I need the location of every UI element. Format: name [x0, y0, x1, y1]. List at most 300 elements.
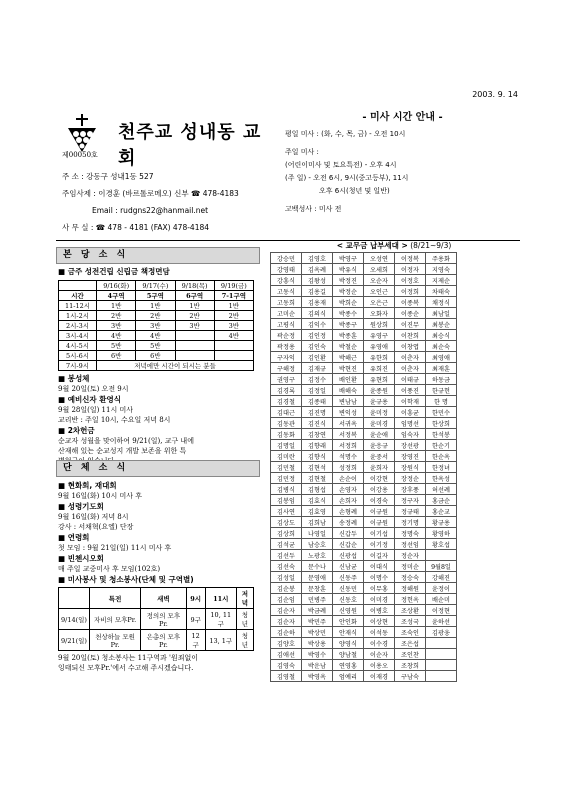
donor-name: 이찬희 [395, 330, 426, 341]
donor-name: 김석균 [271, 539, 302, 550]
mass-schedule [285, 108, 520, 230]
service-table [58, 587, 254, 651]
donor-name: 최승식 [426, 330, 457, 341]
donor-name: 김향식 [302, 451, 333, 462]
donor-name: 김봉임 [271, 495, 302, 506]
donor-name: 하동금 [426, 374, 457, 385]
donor-name: 고동식 [271, 286, 302, 297]
donor-name: 이재경 [364, 671, 395, 682]
schedule-cell: 4반 [214, 331, 253, 341]
donor-name: 정헌옥 [395, 594, 426, 605]
schedule-cell: 4반 [136, 331, 175, 341]
schedule-cell [59, 281, 97, 291]
donor-name [426, 550, 457, 561]
schedule-row [59, 321, 254, 331]
donor-name: 한옥성 [426, 473, 457, 484]
donor-name: 유영애 [364, 341, 395, 352]
donor-name: 이기정 [364, 539, 395, 550]
donor-name: 김형섭 [302, 484, 333, 495]
donor-name: 이기섭 [364, 528, 395, 539]
donor-name: 조은섭 [395, 638, 426, 649]
donor-name: 한민수 [426, 407, 457, 418]
donor-name: 황호섭 [426, 539, 457, 550]
donation-row [271, 286, 457, 297]
donor-name: 이춘자 [395, 352, 426, 363]
donor-name: 안인화 [333, 616, 364, 627]
schedule-cell: 4시-5시 [59, 341, 97, 351]
schedule-row [59, 341, 254, 351]
donor-name: 박민주 [302, 616, 333, 627]
donor-name: 지영숙 [426, 264, 457, 275]
group-title: ■ 현화회, 재대회 [58, 481, 117, 490]
schedule-cell: 5반 [136, 341, 175, 351]
schedule-cell: 9/18(목) [175, 281, 214, 291]
donor-name: 박종수 [333, 308, 364, 319]
schedule-cell: 3반 [136, 321, 175, 331]
donor-name: 9월8일 [426, 561, 457, 572]
sunday-mass-label: 주일 미사 : [285, 148, 319, 156]
notice-text: 산재해 있는 순교성지 개발 보존을 위한 특 [58, 447, 187, 455]
donor-name: 임명선 [395, 418, 426, 429]
donor-name: 김선숙 [271, 561, 302, 572]
donor-name: 한규헌 [426, 385, 457, 396]
donor-name: 김현석 [302, 462, 333, 473]
sunday-evening-mass: 오후 6시(청년 및 일반) [319, 187, 390, 195]
service-row [59, 609, 254, 630]
donor-name: 이규원 [364, 506, 395, 517]
church-name: 천주교 성내동 교회 [118, 122, 262, 169]
service-cell: 새벽 [141, 588, 186, 609]
donor-name: 황영하 [426, 528, 457, 539]
donor-name: 이정호 [395, 275, 426, 286]
donor-name: 이종순 [395, 308, 426, 319]
donor-name: 이경숙 [364, 495, 395, 506]
donor-name: 윤희자 [364, 462, 395, 473]
donor-name: 박영수 [302, 649, 333, 660]
donor-name: 이흥균 [395, 407, 426, 418]
donor-name: 이정자 [395, 264, 426, 275]
service-cell [59, 588, 90, 609]
address: 주 소 : 강동구 성내1동 527 [62, 172, 154, 181]
donor-name: 변남남 [333, 396, 364, 407]
donor-name: 오순자 [364, 275, 395, 286]
service-cell: 11시 [205, 588, 236, 609]
donor-name: 김성일 [271, 572, 302, 583]
donor-name: 박희순 [333, 297, 364, 308]
donor-name: 김정일 [302, 385, 333, 396]
donation-row [271, 484, 457, 495]
donor-name: 박종훈 [333, 330, 364, 341]
donor-name: 박영구 [333, 253, 364, 264]
interview-schedule-table [58, 280, 254, 371]
donation-row [271, 561, 457, 572]
donor-name: 이강용 [364, 484, 395, 495]
donor-name: 남승호 [302, 539, 333, 550]
donor-name: 최영애 [426, 352, 457, 363]
donor-name: 한석봉 [426, 429, 457, 440]
donor-name: 김정수 [302, 374, 333, 385]
donor-name: 김영철 [271, 671, 302, 682]
schedule-cell: 9/17(수) [136, 281, 175, 291]
donor-name: 김병식 [271, 484, 302, 495]
office: 사 무 실 : ☎ 478 - 4181 (FAX) 478-4184 [62, 223, 210, 232]
donor-name: 곽정용 [271, 341, 302, 352]
donor-name: 정승숙 [395, 572, 426, 583]
group-text: 9월 20일(토) 청소봉사는 11구역과 '원죄없이 [58, 654, 198, 662]
group-text: 매 주일 교중미사 후 모임(102호) [58, 565, 161, 573]
donor-name: 오성연 [364, 253, 395, 264]
donor-name: 구남숙 [395, 671, 426, 682]
donor-name: 이종복 [395, 297, 426, 308]
schedule-cell: 2반 [175, 311, 214, 321]
service-cell: 9/14(일) [59, 609, 90, 630]
schedule-cell: 저녁에만 시간이 되시는 분들 [97, 361, 254, 371]
donor-name: 김재규 [302, 363, 333, 374]
donor-name: 이상현 [364, 616, 395, 627]
donor-name: 임숙자 [395, 429, 426, 440]
schedule-cell: 9/19(금) [214, 281, 253, 291]
donor-name: 조성국 [395, 616, 426, 627]
donation-row [271, 429, 457, 440]
donor-name: 정명숙 [395, 528, 426, 539]
donor-name: 양남철 [333, 649, 364, 660]
schedule-cell: 3시-4시 [59, 331, 97, 341]
donor-name: 이무홍 [364, 583, 395, 594]
service-cell: 9/21(일) [59, 630, 90, 651]
donor-name: 고평식 [271, 319, 302, 330]
donor-name: 이대식 [364, 561, 395, 572]
notice-text: 교리반 : 주일 10시, 수요일 저녁 8시 [58, 416, 171, 424]
donor-name: 정구자 [395, 495, 426, 506]
donor-name: 박금례 [302, 605, 333, 616]
parish-news-header: 본 당 소 식 [56, 247, 260, 264]
donor-name: 오세희 [364, 264, 395, 275]
donor-name: 원상희 [364, 319, 395, 330]
notice-text: 9월 20일(토) 오전 9시 [58, 385, 129, 393]
donor-name: 김영호 [302, 253, 333, 264]
schedule-cell: 5반 [97, 341, 136, 351]
donor-name: 이진무 [395, 319, 426, 330]
donor-name: 홍금순 [426, 495, 457, 506]
donation-row [271, 594, 457, 605]
donor-name: 김의식 [302, 308, 333, 319]
donor-name: 김진식 [302, 418, 333, 429]
donor-name: 안재식 [333, 627, 364, 638]
donation-row [271, 649, 457, 660]
group-news [58, 480, 258, 673]
donor-name: 오화자 [364, 308, 395, 319]
donor-name: 이미경 [364, 594, 395, 605]
donor-name: 윤순애 [364, 429, 395, 440]
donor-name: 문창훈 [302, 583, 333, 594]
donor-name: 이명수 [364, 572, 395, 583]
donor-name: 이길자 [364, 550, 395, 561]
donor-name: 김향래 [302, 440, 333, 451]
schedule-row [59, 291, 254, 301]
donor-name: 장영진 [395, 451, 426, 462]
donor-name: 최남일 [426, 308, 457, 319]
donor-name: 장정순 [395, 473, 426, 484]
donor-name: 손순이 [333, 473, 364, 484]
donor-name: 이정희 [395, 286, 426, 297]
donor-name: 권영구 [271, 374, 302, 385]
group-title: ■ 빈첸시오회 [58, 554, 104, 563]
schedule-cell [214, 351, 253, 361]
donor-name: 이규원 [364, 517, 395, 528]
donor-name: 김동관 [271, 418, 302, 429]
donor-name: 신남균 [333, 561, 364, 572]
donor-name: 김순하 [271, 627, 302, 638]
donor-name: 김영숙 [271, 660, 302, 671]
donor-name: 홍순교 [426, 506, 457, 517]
group-text: 첫 모임 : 9월 21일(일) 11시 미사 후 [58, 544, 172, 552]
donation-row [271, 528, 457, 539]
donor-name: 손영자 [333, 484, 364, 495]
schedule-cell: 9/16(화) [97, 281, 136, 291]
donor-name: 김진명 [302, 407, 333, 418]
donor-name: 박영옥 [302, 671, 333, 682]
donor-name: 김명일 [271, 440, 302, 451]
donor-name: 조숙인 [395, 627, 426, 638]
schedule-cell: 1반 [136, 301, 175, 311]
donor-name: 박정순 [333, 286, 364, 297]
donation-row [271, 572, 457, 583]
donor-name: 배순미 [426, 594, 457, 605]
schedule-cell [175, 331, 214, 341]
donor-name: 엄예리 [333, 671, 364, 682]
donor-name: 김사연 [271, 506, 302, 517]
schedule-cell: 11-12시 [59, 301, 97, 311]
donor-name: 정해원 [395, 583, 426, 594]
notice-title: ■ 예비신자 환영식 [58, 395, 122, 404]
donor-name: 박종구 [333, 319, 364, 330]
donor-name: 한 명 [426, 396, 457, 407]
donor-name: 신갑순 [333, 539, 364, 550]
notice-text: 순교자 성월을 맞이하여 9/21(일), 교구 내에 [58, 437, 194, 445]
donor-name: 성정희 [333, 462, 364, 473]
schedule-row [59, 361, 254, 371]
donation-row [271, 319, 457, 330]
donor-name: 채정식 [426, 297, 457, 308]
donor-name: 손형례 [333, 506, 364, 517]
donation-row [271, 583, 457, 594]
donor-name: 김애선 [271, 649, 302, 660]
donor-name: 허선례 [426, 484, 457, 495]
donation-row [271, 385, 457, 396]
donor-name: 신동민 [333, 583, 364, 594]
donor-name: 양영식 [333, 638, 364, 649]
donor-name: 고미순 [271, 308, 302, 319]
donor-name: 최재훈 [426, 363, 457, 374]
donor-name: 한정녀 [426, 462, 457, 473]
donor-name: 이강현 [364, 473, 395, 484]
service-cell: 청년 [236, 630, 253, 651]
donor-name: 박현진 [333, 363, 364, 374]
schedule-cell: 4반 [97, 331, 136, 341]
service-cell: 정의의 모후Pr. [141, 609, 186, 630]
donation-row [271, 660, 457, 671]
donor-name: 박상용 [302, 638, 333, 649]
donor-name: 김광웅 [426, 627, 457, 638]
donation-row [271, 605, 457, 616]
schedule-cell: 2시-3시 [59, 321, 97, 331]
notice-title: ■ 봉성체 [58, 374, 90, 383]
donor-name: 정규태 [395, 506, 426, 517]
schedule-cell: 1반 [97, 301, 136, 311]
donor-name: 강승민 [271, 253, 302, 264]
donor-name: 장후풍 [395, 484, 426, 495]
donor-name: 최봉순 [426, 319, 457, 330]
donor-name: 이정복 [395, 253, 426, 264]
donor-name: 이정현 [426, 605, 457, 616]
church-info [62, 168, 239, 236]
donation-row [271, 671, 457, 682]
donor-name: 정선임 [395, 539, 426, 550]
donor-name: 김왕성 [302, 275, 333, 286]
schedule-cell [214, 341, 253, 351]
donor-name: 유한희 [364, 352, 395, 363]
donor-name: 주용화 [426, 253, 457, 264]
donor-name: 김순봉 [271, 583, 302, 594]
mass-title: - 미사 시간 안내 - [362, 112, 443, 123]
donor-name: 송정례 [333, 517, 364, 528]
schedule-cell: 6반 [97, 351, 136, 361]
service-row [59, 630, 254, 651]
donor-name: 박운남 [302, 660, 333, 671]
donor-name: 김순자 [271, 605, 302, 616]
donor-name: 신갑두 [333, 528, 364, 539]
donor-name: 김인숙 [302, 341, 333, 352]
donor-name: 윤미경 [364, 418, 395, 429]
schedule-row [59, 331, 254, 341]
donor-name: 한순옥 [426, 451, 457, 462]
schedule-row [59, 281, 254, 291]
donor-name: 정미순 [395, 561, 426, 572]
service-header-row [59, 588, 254, 609]
donor-name: 문수나 [302, 561, 333, 572]
donor-name: 김옥례 [302, 264, 333, 275]
donor-name: 구자익 [271, 352, 302, 363]
donor-name: 석명수 [333, 451, 364, 462]
schedule-cell: 4구역 [97, 291, 136, 301]
donor-name: 유영구 [364, 330, 395, 341]
donation-row [271, 418, 457, 429]
donor-name: 김민철 [271, 462, 302, 473]
confession: 고백성사 : 미사 전 [285, 205, 342, 213]
schedule-cell: 3반 [214, 321, 253, 331]
donor-name: 황규용 [426, 517, 457, 528]
notice-title: ■ 2차헌금 [58, 426, 95, 435]
schedule-cell: 2반 [214, 311, 253, 321]
donor-name: 서귀옥 [333, 418, 364, 429]
donor-name: 손희자 [333, 495, 364, 506]
group-text: 강사 : 서채혁(요엘) 단장 [58, 523, 134, 531]
schedule-cell: 시간 [59, 291, 97, 301]
schedule-cell: 7-1구역 [214, 291, 253, 301]
donor-name: 조상환 [395, 605, 426, 616]
schedule-cell: 3반 [175, 321, 214, 331]
sunday-mass: (주 일) - 오전 6시, 9시(중고등부), 11시 [285, 174, 409, 182]
donation-row [271, 352, 457, 363]
bulletin-date: 2003. 9. 14 [472, 90, 518, 99]
donor-name: 김익수 [302, 319, 333, 330]
donor-name: 신동주 [333, 572, 364, 583]
donor-name: 신동호 [333, 594, 364, 605]
donor-name: 이석동 [364, 627, 395, 638]
donation-row [271, 264, 457, 275]
service-cell: 저녁 [236, 588, 253, 609]
donation-row [271, 473, 457, 484]
donation-row [271, 253, 457, 264]
service-cell: 13, 1구 [205, 630, 236, 651]
service-cell: 10, 11구 [205, 609, 236, 630]
schedule-cell: 2반 [97, 311, 136, 321]
group-title: ■ 연령회 [58, 533, 90, 542]
donor-name: 한순기 [426, 440, 457, 451]
donor-name: 이용오 [364, 660, 395, 671]
donor-name: 강영태 [271, 264, 302, 275]
issue-number: 제00050호 [62, 151, 98, 159]
donor-name: 고동희 [271, 297, 302, 308]
donor-name: 유현희 [364, 374, 395, 385]
donor-name: 이춘자 [395, 363, 426, 374]
donor-name: 나영일 [302, 528, 333, 539]
donor-name: 지제순 [426, 275, 457, 286]
donor-name: 김미란 [271, 451, 302, 462]
donor-name [426, 638, 457, 649]
donor-name: 민병주 [302, 594, 333, 605]
donation-row [271, 451, 457, 462]
donor-name: 배인환 [333, 374, 364, 385]
donor-name: 장선광 [395, 440, 426, 451]
donor-name: 박철순 [333, 341, 364, 352]
donor-name: 정기명 [395, 517, 426, 528]
donor-name: 김상희 [271, 528, 302, 539]
donation-table [270, 252, 457, 682]
donor-name: 김창연 [302, 429, 333, 440]
group-text: 9월 16일(화) 10시 미사 후 [58, 492, 142, 500]
donor-name: 배해숙 [333, 385, 364, 396]
donor-name: 구해정 [271, 363, 302, 374]
donor-name: 김용길 [302, 286, 333, 297]
donor-name: 윤중서 [364, 451, 395, 462]
donor-name: 조인찬 [395, 649, 426, 660]
donor-name: 장원식 [395, 462, 426, 473]
schedule-row [59, 311, 254, 321]
donor-name: 윤응규 [364, 440, 395, 451]
schedule-cell: 1반 [214, 301, 253, 311]
donor-name: 박유식 [333, 264, 364, 275]
donor-name: 문영애 [302, 572, 333, 583]
service-cell: 12구 [186, 630, 205, 651]
donor-name: 이학재 [395, 396, 426, 407]
donor-name: 서정희 [333, 440, 364, 451]
group-title: ■ 성령기도회 [58, 502, 104, 511]
donor-name [426, 671, 457, 682]
donor-name: 김양호 [271, 638, 302, 649]
donation-row [271, 341, 457, 352]
service-cell: 청년 [236, 609, 253, 630]
notice-title: ■ 금주 성전건립 신립금 책정면담 [58, 267, 170, 276]
donor-name: 차태숙 [426, 286, 457, 297]
donor-name [426, 660, 457, 671]
donor-name: 김민정 [271, 473, 302, 484]
donor-name: 신광섭 [333, 550, 364, 561]
schedule-cell: 7시-9시 [59, 361, 97, 371]
service-cell: 9구 [186, 609, 205, 630]
donor-name [426, 649, 457, 660]
donor-name: 김선두 [271, 550, 302, 561]
